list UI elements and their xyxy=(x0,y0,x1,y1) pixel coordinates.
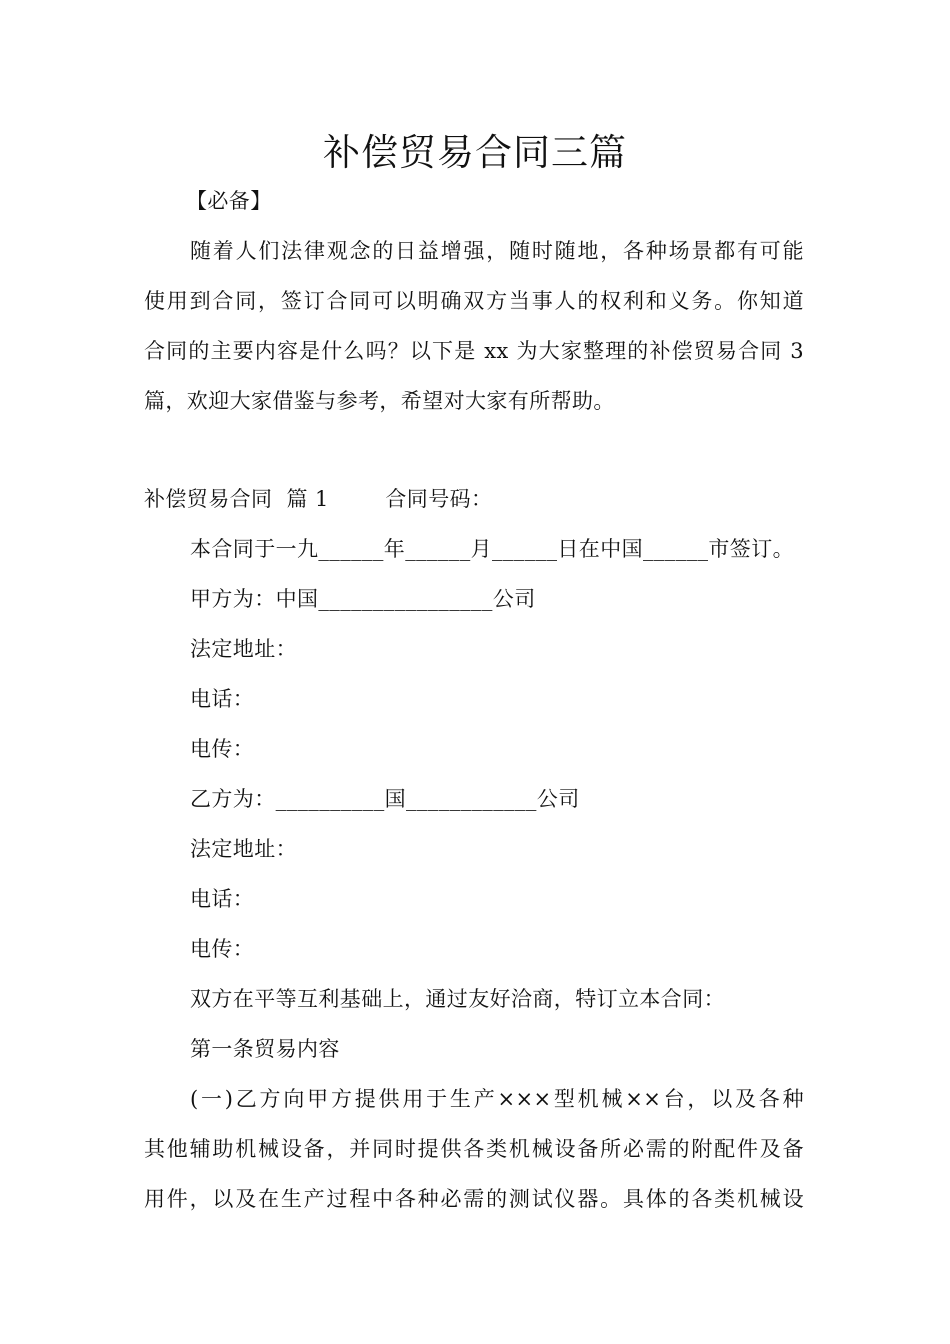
intro-line-1: 随着人们法律观念的日益增强，随时随地，各种场景都有可能 xyxy=(190,239,804,263)
signing-line: 本合同于一九______年______月______日在中国______市签订。 xyxy=(190,537,794,561)
party-b-name: 乙方为：__________国____________公司 xyxy=(190,787,580,811)
party-b-fax: 电传： xyxy=(190,937,255,961)
party-a-address: 法定地址： xyxy=(190,637,297,661)
party-a-name: 甲方为：中国________________公司 xyxy=(190,587,536,611)
party-a-phone: 电话： xyxy=(190,687,255,711)
article-1-line-3: 用件，以及在生产过程中各种必需的测试仪器。具体的各类机械设 xyxy=(144,1187,804,1211)
article-1-line-2: 其他辅助机械设备，并同时提供各类机械设备所必需的附配件及备 xyxy=(144,1137,804,1161)
intro-line-4: 篇，欢迎大家借鉴与参考，希望对大家有所帮助。 xyxy=(144,389,615,413)
document-tag: 【必备】 xyxy=(186,189,272,213)
article-1-heading: 第一条贸易内容 xyxy=(190,1037,340,1061)
intro-line-2: 使用到合同，签订合同可以明确双方当事人的权利和义务。你知道 xyxy=(144,289,804,313)
article-1-line-1: (一)乙方向甲方提供用于生产×××型机械××台，以及各种 xyxy=(190,1087,804,1111)
document-title: 补偿贸易合同三篇 xyxy=(323,131,627,174)
intro-line-3: 合同的主要内容是什么吗？以下是 xx 为大家整理的补偿贸易合同 3 xyxy=(144,339,804,363)
party-b-phone: 电话： xyxy=(190,887,255,911)
party-b-address: 法定地址： xyxy=(190,837,297,861)
section-heading: 补偿贸易合同 篇 1 合同号码： xyxy=(144,487,493,511)
party-a-fax: 电传： xyxy=(190,737,255,761)
agreement-line: 双方在平等互利基础上，通过友好洽商，特订立本合同： xyxy=(190,987,725,1011)
